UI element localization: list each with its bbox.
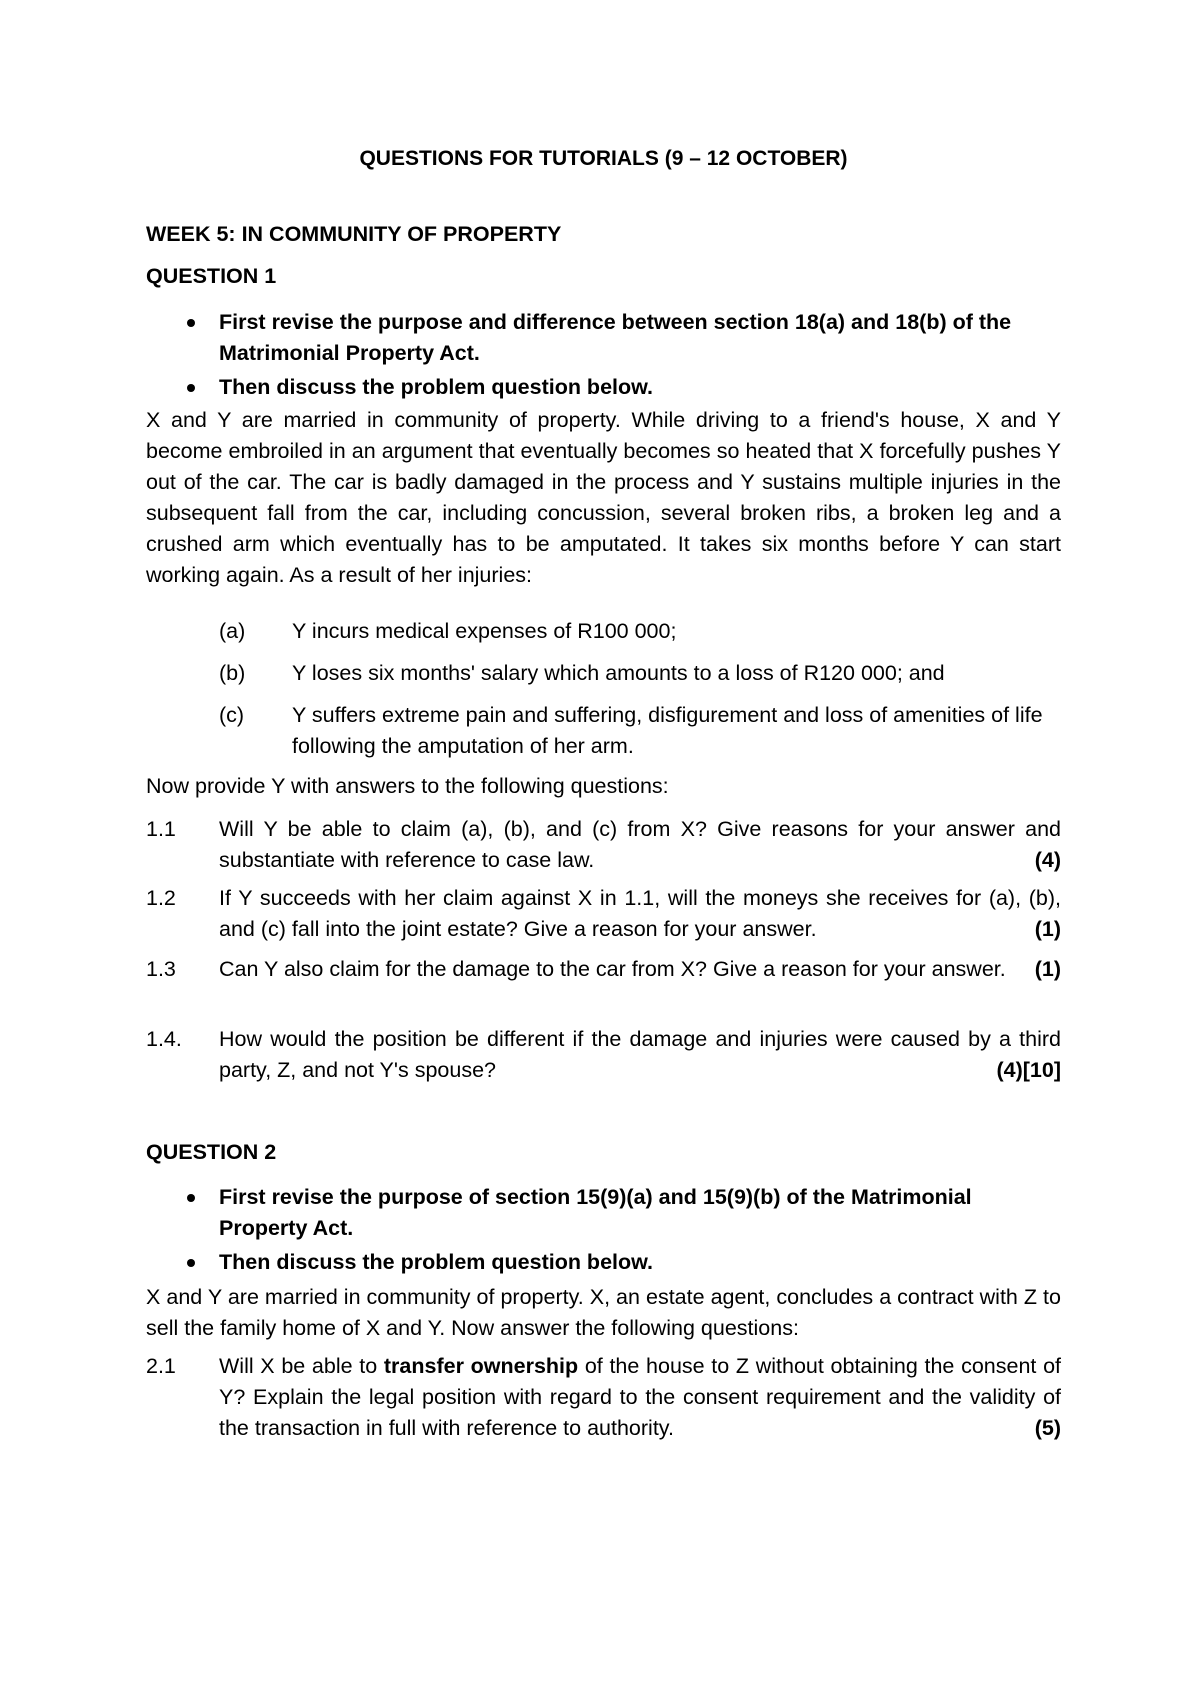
sub-question xyxy=(146,1351,1061,1444)
bullet-icon xyxy=(187,1259,195,1267)
marks: (4) xyxy=(1034,848,1061,872)
question-2-scenario: X and Y are married in community of property. X, an estate agent, concludes a contract with Z to sell the family home of X and Y. Now answer the following questions: xyxy=(146,1285,1061,1340)
marks: (1) xyxy=(1034,917,1061,941)
question-2-heading: QUESTION 2 xyxy=(146,1140,277,1164)
sub-question xyxy=(146,1024,1061,1086)
bullet-icon xyxy=(187,319,195,327)
sub-question xyxy=(146,883,1061,945)
week-heading: WEEK 5: IN COMMUNITY OF PROPERTY xyxy=(146,222,562,246)
question-1-heading: QUESTION 1 xyxy=(146,264,277,288)
question-text-emphasis: transfer ownership xyxy=(383,1354,579,1378)
list-item xyxy=(219,658,1061,689)
bullet-item: First revise the purpose of section 15(9)(a) and 15(9)(b) of the Matrimonial Property Act. xyxy=(146,1182,1061,1244)
question-text: of the house to Z without obtaining the consent of Y? Explain the legal position with regard to the consent requirement and the validity of the transaction in full with reference to authority. xyxy=(219,1354,1061,1440)
list-item xyxy=(219,700,1061,762)
item-label: (a) xyxy=(219,619,246,643)
sub-question xyxy=(146,814,1061,876)
question-text: Can Y also claim for the damage to the car from X? Give a reason for your answer. xyxy=(219,957,1006,981)
item-label: (b) xyxy=(219,661,246,685)
bullet-item: First revise the purpose and difference between section 18(a) and 18(b) of the Matrimonial Property Act. xyxy=(146,307,1061,369)
item-text: Y suffers extreme pain and suffering, disfigurement and loss of amenities of life following the amputation of her arm. xyxy=(292,703,1043,758)
marks: (5) xyxy=(1034,1416,1061,1440)
question-2-instructions xyxy=(146,1182,1061,1278)
question-text: Will X be able to xyxy=(219,1354,384,1378)
question-number: 1.4. xyxy=(146,1027,182,1051)
bullet-icon xyxy=(187,1194,195,1202)
question-1-prompt: Now provide Y with answers to the following questions: xyxy=(146,774,669,798)
bullet-item: Then discuss the problem question below. xyxy=(146,372,1061,403)
list-item xyxy=(219,616,1061,647)
bullet-item: Then discuss the problem question below. xyxy=(146,1247,1061,1278)
marks: (1) xyxy=(1034,957,1061,981)
marks: (4)[10] xyxy=(996,1058,1061,1082)
item-text: Y incurs medical expenses of R100 000; xyxy=(292,619,677,643)
question-text: Will Y be able to claim (a), (b), and (c) from X? Give reasons for your answer and substantiate with reference to case law. xyxy=(219,817,1061,872)
question-number: 1.2 xyxy=(146,886,176,910)
item-text: Y loses six months' salary which amounts to a loss of R120 000; and xyxy=(292,661,945,685)
question-number: 2.1 xyxy=(146,1354,176,1378)
question-number: 1.3 xyxy=(146,957,176,981)
question-1-instructions xyxy=(146,307,1061,403)
item-label: (c) xyxy=(219,703,245,727)
sub-question xyxy=(146,954,1061,985)
question-text: How would the position be different if the damage and injuries were caused by a third party, Z, and not Y's spouse? xyxy=(219,1027,1061,1082)
question-number: 1.1 xyxy=(146,817,176,841)
question-text: If Y succeeds with her claim against X in 1.1, will the moneys she receives for (a), (b), and (c) fall into the joint estate? Give a reason for your answer. xyxy=(219,886,1061,941)
question-1-scenario: X and Y are married in community of property. While driving to a friend's house, X and Y become embroiled in an argument that eventually becomes so heated that X forcefully pushes Y out of the car. The car is badly damaged in the process and Y sustains multiple injuries in the subsequent fall from the car, including concussion, several broken ribs, a broken leg and a crushed arm which eventually has to be amputated. It takes six months before Y can start working again. As a result of her injuries: xyxy=(146,408,1061,587)
page-title: QUESTIONS FOR TUTORIALS (9 – 12 OCTOBER) xyxy=(359,147,848,170)
bullet-icon xyxy=(187,384,195,392)
